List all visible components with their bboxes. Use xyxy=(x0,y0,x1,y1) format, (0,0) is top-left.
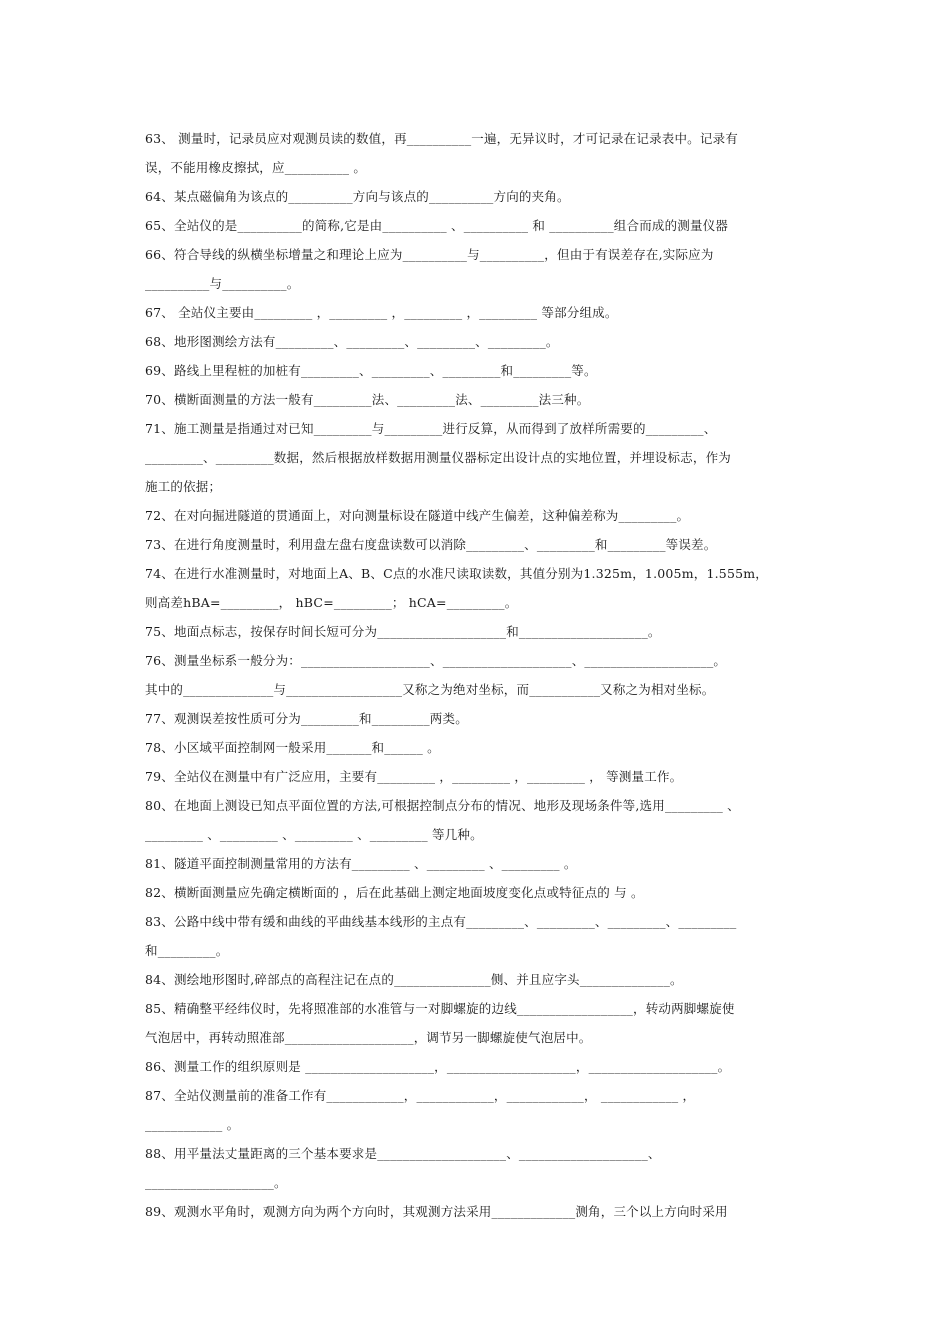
text-line: 68、地形图测绘方法有_________、_________、_________、_________。 xyxy=(145,334,559,349)
text-line: 63、 测量时，记录员应对观测员读的数值，再__________一遍，无异议时，才可记录在记录表中。记录有 xyxy=(145,131,738,146)
text-line: 83、公路中线中带有缓和曲线的平曲线基本线形的主点有_________、_________、_________、_________ xyxy=(145,914,737,929)
text-line: 84、测绘地形图时,碎部点的高程注记在点的_______________侧、并且应字头______________。 xyxy=(145,972,683,987)
text-line: ____________________。 xyxy=(145,1175,287,1190)
text-line: 75、地面点标志，按保存时间长短可分为____________________和____________________。 xyxy=(145,624,661,639)
text-line: 86、测量工作的组织原则是 ____________________，____________________，____________________。 xyxy=(145,1059,731,1074)
text-line: 85、精确整平经纬仪时，先将照准部的水准管与一对脚螺旋的边线__________________，转动两脚螺旋使 xyxy=(145,1001,735,1016)
text-line: 79、全站仪在测量中有广泛应用，主要有_________ ，_________ ，_________ ， 等测量工作。 xyxy=(145,769,683,784)
text-line: 65、全站仪的是__________的简称,它是由__________ 、__________ 和 __________组合而成的测量仪器 xyxy=(145,218,729,233)
text-line: 77、观测误差按性质可分为_________和_________两类。 xyxy=(145,711,468,726)
text-line: 76、测量坐标系一般分为：____________________、____________________、____________________。 xyxy=(145,653,727,668)
text-line: ____________ 。 xyxy=(145,1117,240,1132)
text-line: _________、_________数据，然后根据放样数据用测量仪器标定出设计点的实地位置，并埋设标志，作为 xyxy=(145,450,732,465)
text-line: 89、观测水平角时，观测方向为两个方向时，其观测方法采用_____________测角，三个以上方向时采用 xyxy=(145,1204,728,1219)
text-line: 其中的______________与__________________又称之为绝对坐标，而___________又称之为相对坐标。 xyxy=(145,682,715,697)
text-line: 67、 全站仪主要由_________ ，_________ ，_________ ，_________ 等部分组成。 xyxy=(145,305,618,320)
text-line: 气泡居中，再转动照准部____________________，调节另一脚螺旋使气泡居中。 xyxy=(145,1030,592,1045)
text-line: 72、在对向掘进隧道的贯通面上，对向测量标设在隧道中线产生偏差，这种偏差称为_________。 xyxy=(145,508,690,523)
text-line: 则高差hBA=_________， hBC=_________； hCA=_________。 xyxy=(145,595,518,610)
text-line: 74、在进行水准测量时，对地面上A、B、C点的水准尺读取读数，其值分别为1.325m，1.005m，1.555m， xyxy=(145,566,768,581)
text-line: 66、符合导线的纵横坐标增量之和理论上应为__________与__________，但由于有误差存在,实际应为 xyxy=(145,247,714,262)
text-line: 误，不能用橡皮擦拭，应__________ 。 xyxy=(145,160,367,175)
text-line: 73、在进行角度测量时，利用盘左盘右度盘读数可以消除_________、_________和_________等误差。 xyxy=(145,537,717,552)
text-line: 71、施工测量是指通过对已知_________与_________进行反算，从而得到了放样所需要的_________、 xyxy=(145,421,717,436)
text-line: 和_________。 xyxy=(145,943,229,958)
text-line: 82、横断面测量应先确定横断面的 ，后在此基础上测定地面坡度变化点或特征点的 与 。 xyxy=(145,885,644,900)
text-line: __________与__________。 xyxy=(145,276,300,291)
text-line: 87、全站仪测量前的准备工作有____________，____________，____________， ____________ ， xyxy=(145,1088,696,1103)
text-line: 施工的依据； xyxy=(145,479,222,494)
text-line: 88、用平量法丈量距离的三个基本要求是____________________、____________________、 xyxy=(145,1146,661,1161)
text-line: 80、在地面上测设已知点平面位置的方法,可根据控制点分布的情况、地形及现场条件等,选用_________ 、 xyxy=(145,798,740,813)
document-page xyxy=(145,124,810,1226)
text-line: 78、小区域平面控制网一般采用_______和______ 。 xyxy=(145,740,440,755)
text-line: 69、路线上里程桩的加桩有_________、_________、_________和_________等。 xyxy=(145,363,597,378)
text-line: 81、隧道平面控制测量常用的方法有_________ 、_________ 、_________ 。 xyxy=(145,856,577,871)
text-line: _________ 、_________ 、_________ 、_________ 等几种。 xyxy=(145,827,483,842)
text-line: 64、某点磁偏角为该点的__________方向与该点的__________方向的夹角。 xyxy=(145,189,570,204)
text-line: 70、横断面测量的方法一般有_________法、_________法、_________法三种。 xyxy=(145,392,590,407)
